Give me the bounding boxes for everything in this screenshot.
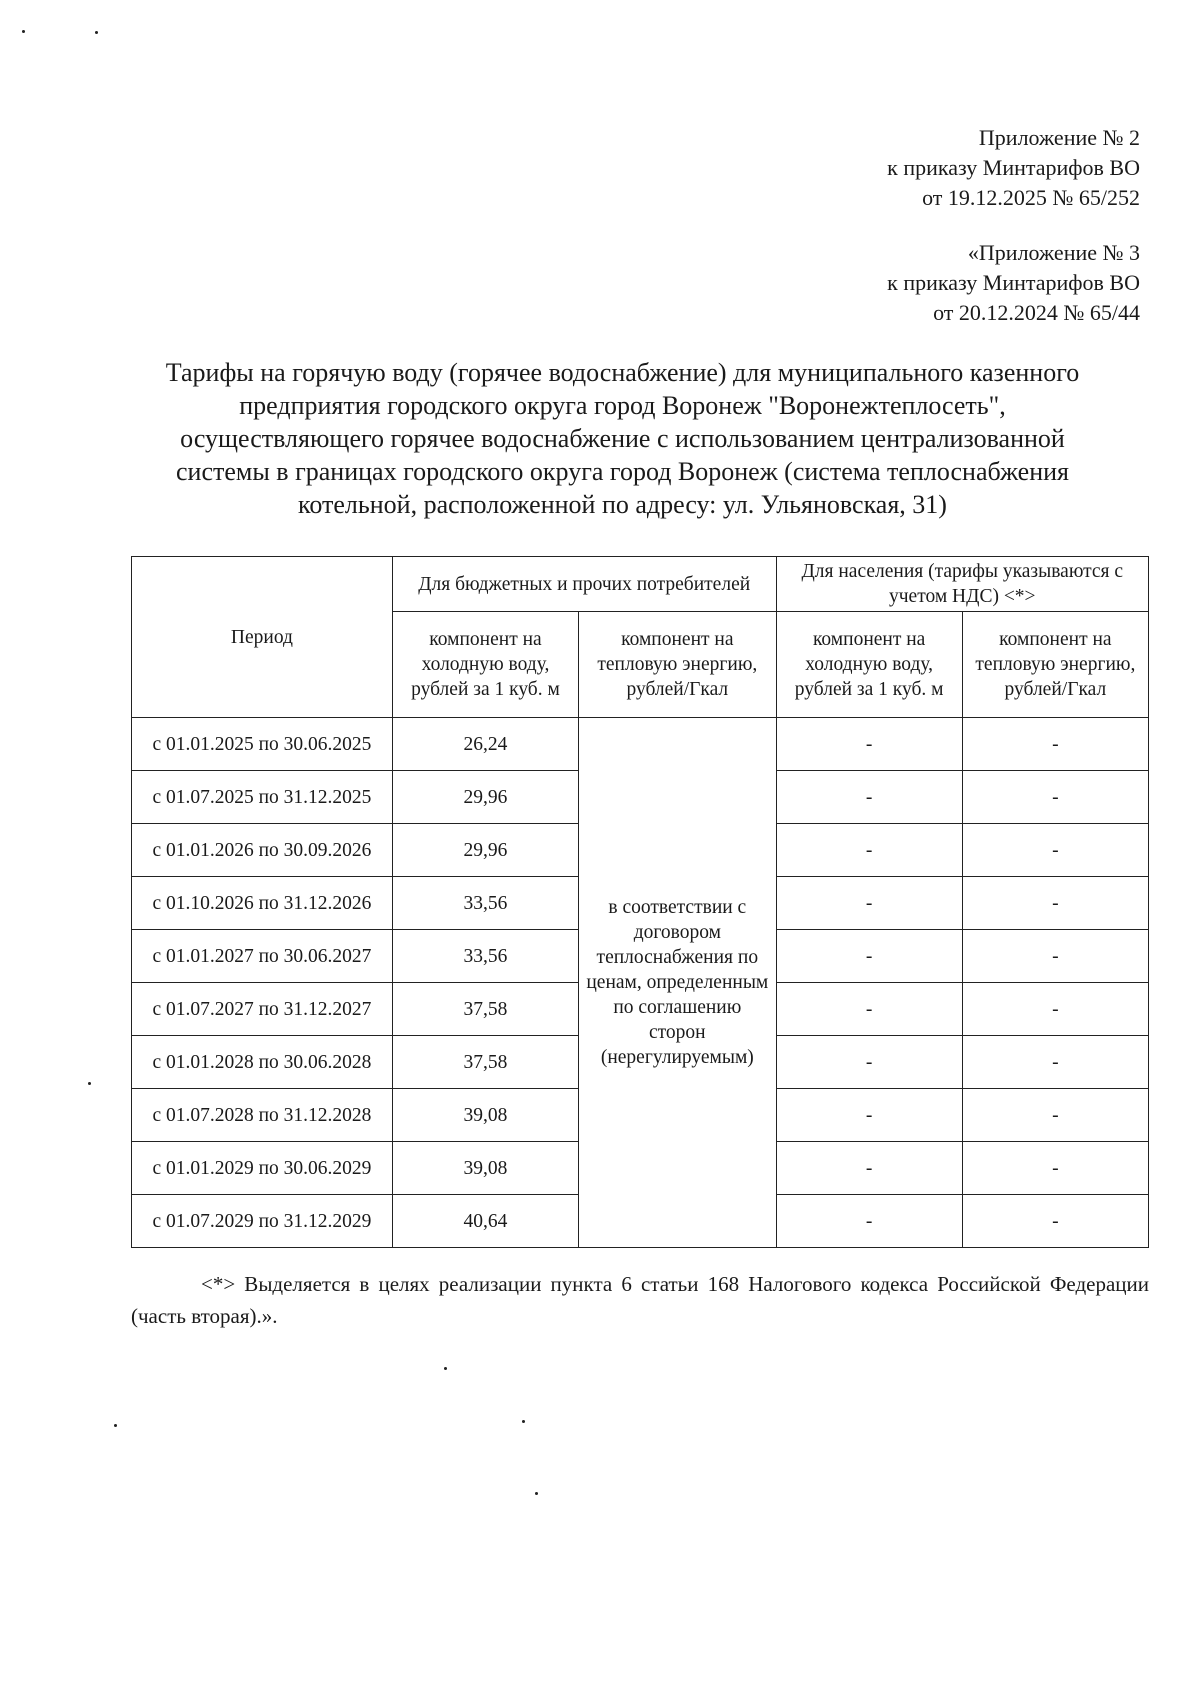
stamp-line: к приказу Минтарифов ВО (887, 270, 1140, 295)
cold-water-cell: 33,56 (392, 877, 578, 930)
scan-speck (95, 31, 98, 34)
scan-speck (22, 30, 25, 33)
population-heat-energy-header: компонент на тепловую энергию, рублей/Гкал (962, 612, 1148, 718)
cold-water-cell: 39,08 (392, 1142, 578, 1195)
stamp-line: от 19.12.2025 № 65/252 (922, 185, 1140, 210)
population-heat-cell: - (962, 1089, 1148, 1142)
population-heat-cell: - (962, 718, 1148, 771)
scan-speck (444, 1367, 447, 1370)
population-cold-cell: - (776, 877, 962, 930)
title-line: котельной, расположенной по адресу: ул. Ульяновская, 31) (298, 490, 947, 519)
cold-water-cell: 29,96 (392, 824, 578, 877)
population-heat-cell: - (962, 1142, 1148, 1195)
scan-speck (114, 1424, 117, 1427)
stamp-line: к приказу Минтарифов ВО (887, 155, 1140, 180)
title-line: системы в границах городского округа город Воронеж (система теплоснабжения (175, 457, 1070, 486)
tariff-table (131, 556, 1149, 1248)
period-cell: с 01.01.2025 по 30.06.2025 (132, 718, 393, 771)
population-heat-cell: - (962, 771, 1148, 824)
population-heat-cell: - (962, 1036, 1148, 1089)
population-cold-cell: - (776, 771, 962, 824)
period-cell: с 01.01.2026 по 30.09.2026 (132, 824, 393, 877)
period-header: Период (132, 557, 393, 718)
cold-water-component-header: компонент на холодную воду, рублей за 1 куб. м (392, 612, 578, 718)
population-cold-cell: - (776, 1142, 962, 1195)
heat-energy-merged-cell: в соответствии с договором теплоснабжения по ценам, определенным по соглашению сторон (нерегулируемым) (579, 718, 776, 1248)
appendix-stamp-current (887, 123, 1140, 213)
period-cell: с 01.07.2029 по 31.12.2029 (132, 1195, 393, 1248)
population-heat-cell: - (962, 824, 1148, 877)
stamp-line: от 20.12.2024 № 65/44 (933, 300, 1140, 325)
cold-water-cell: 37,58 (392, 1036, 578, 1089)
scan-speck (88, 1082, 91, 1085)
footnote: <*> Выделяется в целях реализации пункта 6 статьи 168 Налогового кодекса Российской Федерации (часть вторая).». (131, 1272, 1149, 1328)
population-header: Для населения (тарифы указываются с учетом НДС) <*> (776, 557, 1148, 612)
cold-water-cell: 39,08 (392, 1089, 578, 1142)
table-row (132, 718, 1149, 771)
population-cold-cell: - (776, 983, 962, 1036)
budget-consumers-header: Для бюджетных и прочих потребителей (392, 557, 776, 612)
population-heat-cell: - (962, 877, 1148, 930)
period-cell: с 01.10.2026 по 31.12.2026 (132, 877, 393, 930)
population-cold-water-header: компонент на холодную воду, рублей за 1 куб. м (776, 612, 962, 718)
scan-speck (522, 1420, 525, 1423)
cold-water-cell: 26,24 (392, 718, 578, 771)
cold-water-cell: 40,64 (392, 1195, 578, 1248)
period-cell: с 01.01.2027 по 30.06.2027 (132, 930, 393, 983)
population-heat-cell: - (962, 930, 1148, 983)
cold-water-cell: 33,56 (392, 930, 578, 983)
cold-water-cell: 29,96 (392, 771, 578, 824)
title-line: предприятия городского округа город Воронеж "Воронежтеплосеть", (239, 391, 1006, 420)
appendix-stamp-amended (887, 238, 1140, 328)
period-cell: с 01.07.2025 по 31.12.2025 (132, 771, 393, 824)
title-line: осуществляющего горячее водоснабжение с использованием централизованной (180, 424, 1065, 453)
document-title (115, 356, 1130, 521)
period-cell: с 01.01.2029 по 30.06.2029 (132, 1142, 393, 1195)
population-heat-cell: - (962, 983, 1148, 1036)
title-line: Тарифы на горячую воду (горячее водоснабжение) для муниципального казенного (165, 358, 1080, 387)
period-cell: с 01.07.2027 по 31.12.2027 (132, 983, 393, 1036)
population-cold-cell: - (776, 1195, 962, 1248)
population-cold-cell: - (776, 824, 962, 877)
period-cell: с 01.07.2028 по 31.12.2028 (132, 1089, 393, 1142)
population-cold-cell: - (776, 1036, 962, 1089)
cold-water-cell: 37,58 (392, 983, 578, 1036)
population-cold-cell: - (776, 718, 962, 771)
heat-energy-component-header: компонент на тепловую энергию, рублей/Гкал (579, 612, 776, 718)
population-cold-cell: - (776, 930, 962, 983)
stamp-line: «Приложение № 3 (967, 240, 1140, 265)
stamp-line: Приложение № 2 (978, 125, 1140, 150)
scan-speck (535, 1492, 538, 1495)
period-cell: с 01.01.2028 по 30.06.2028 (132, 1036, 393, 1089)
population-cold-cell: - (776, 1089, 962, 1142)
table-header-row (132, 557, 1149, 612)
population-heat-cell: - (962, 1195, 1148, 1248)
